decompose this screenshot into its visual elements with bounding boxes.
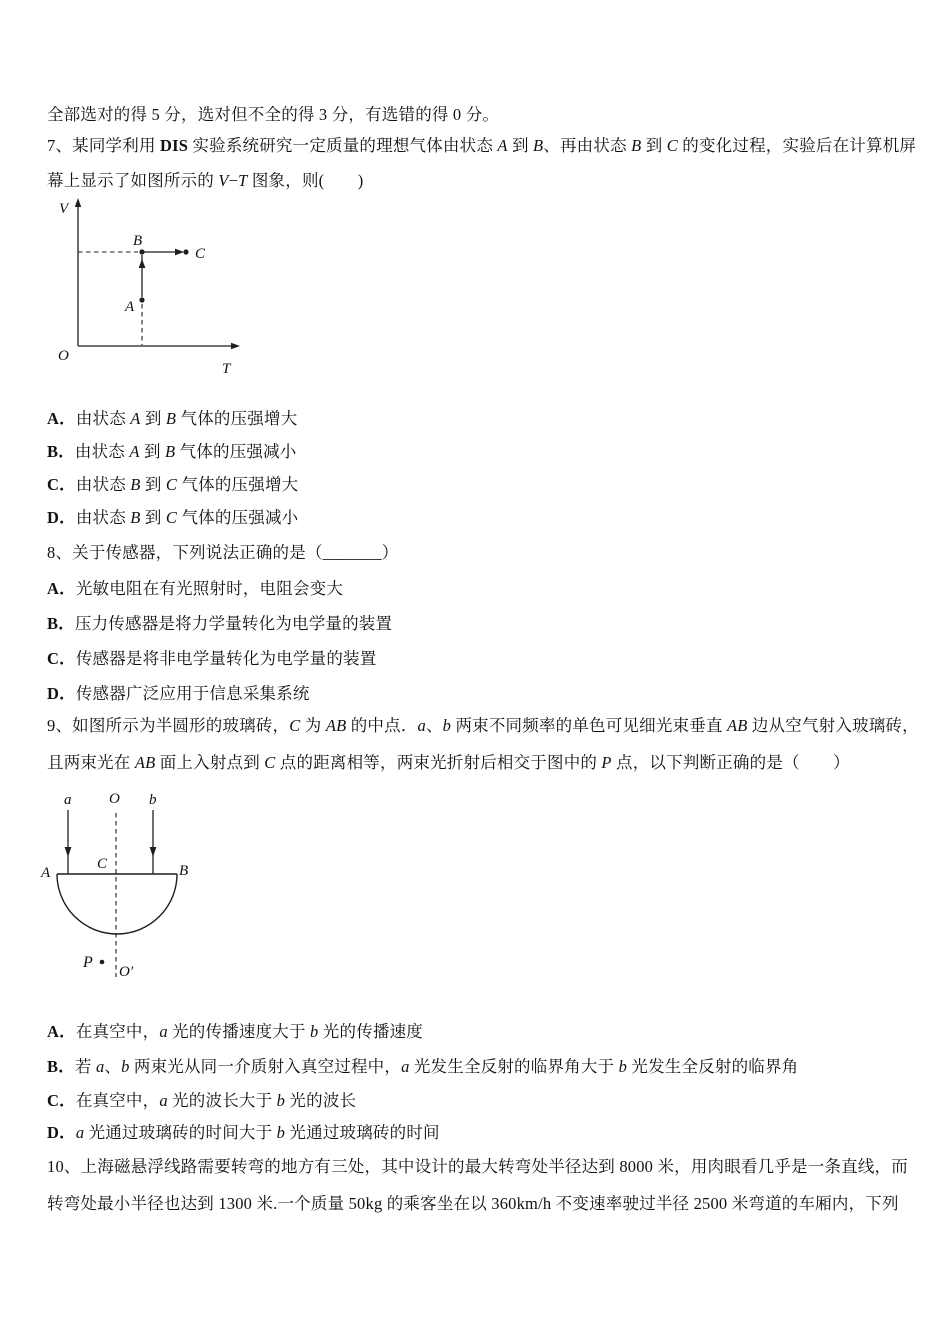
point-p-dot <box>100 960 105 965</box>
ray-b-arrowhead <box>150 847 157 857</box>
question-7-text-line-2: 幕上显示了如图所示的 V−T 图象，则( ) <box>47 171 364 190</box>
state-point-a <box>139 297 144 302</box>
point-c-label: C <box>195 246 206 262</box>
question-7-option-a: A．由状态 A 到 B 气体的压强增大 <box>47 409 298 428</box>
question-7-text-line-1: 7、某同学利用 DIS 实验系统研究一定质量的理想气体由状态 A 到 B、再由状态 B 到 C 的变化过程，实验后在计算机屏 <box>47 136 917 155</box>
o-label: O <box>109 791 120 807</box>
question-7-option-c: C．由状态 B 到 C 气体的压强增大 <box>47 475 299 494</box>
question-9-text-line-2: 且两束光在 AB 面上入射点到 C 点的距离相等，两束光折射后相交于图中的 P 点，以下判断正确的是（ ） <box>47 753 850 772</box>
vt-graph-figure <box>55 196 255 386</box>
question-8-option-a: A．光敏电阻在有光照射时，电阻会变大 <box>47 579 344 598</box>
point-b-label: B <box>179 863 189 879</box>
question-10-text-line-1: 10、上海磁悬浮线路需要转弯的地方有三处，其中设计的最大转弯处半径达到 8000 米，用肉眼看几乎是一条直线，而 <box>47 1157 908 1176</box>
v-axis-label: V <box>59 201 69 217</box>
state-point-b <box>139 249 144 254</box>
b-to-c-arrowhead <box>175 249 184 256</box>
point-b-label: B <box>133 233 143 249</box>
semicircular-face <box>57 874 177 934</box>
v-axis-arrowhead <box>75 198 81 207</box>
question-7-option-b: B．由状态 A 到 B 气体的压强减小 <box>47 442 297 461</box>
question-9-option-b: B．若 a、b 两束光从同一介质射入真空过程中，a 光发生全反射的临界角大于 b 光发生全反射的临界角 <box>47 1057 799 1076</box>
question-9-option-d: D．a 光通过玻璃砖的时间大于 b 光通过玻璃砖的时间 <box>47 1123 440 1142</box>
a-to-b-arrowhead <box>139 259 146 268</box>
state-point-c <box>183 249 188 254</box>
glass-brick-figure <box>35 786 270 991</box>
question-9-text-line-1: 9、如图所示为半圆形的玻璃砖，C 为 AB 的中点．a、b 两束不同频率的单色可见细光束垂直 AB 边从空气射入玻璃砖， <box>47 716 919 735</box>
question-8-option-d: D．传感器广泛应用于信息采集系统 <box>47 684 310 703</box>
question-9-option-a: A．在真空中，a 光的传播速度大于 b 光的传播速度 <box>47 1022 424 1041</box>
t-axis-arrowhead <box>231 343 240 349</box>
ray-a-arrowhead <box>65 847 72 857</box>
point-p-label: P <box>83 954 93 971</box>
point-c-label: C <box>97 856 108 872</box>
ray-b-label: b <box>149 792 157 808</box>
origin-label: O <box>58 348 69 364</box>
question-7-option-d: D．由状态 B 到 C 气体的压强减小 <box>47 508 299 527</box>
o-prime-label: O′ <box>119 964 134 980</box>
question-9-option-c: C．在真空中，a 光的波长大于 b 光的波长 <box>47 1091 357 1110</box>
point-a-label: A <box>41 865 51 881</box>
question-10-text-line-2: 转弯处最小半径也达到 1300 米.一个质量 50kg 的乘客坐在以 360km/h 不变速率驶过半径 2500 米弯道的车厢内，下列 <box>47 1194 899 1213</box>
scoring-note: 全部选对的得 5 分，选对但不全的得 3 分，有选错的得 0 分。 <box>47 105 500 124</box>
question-8-text: 8、关于传感器，下列说法正确的是（_______） <box>47 543 399 562</box>
question-8-option-c: C．传感器是将非电学量转化为电学量的装置 <box>47 649 377 668</box>
ray-a-label: a <box>64 792 72 808</box>
t-axis-label: T <box>222 361 231 377</box>
question-8-option-b: B．压力传感器是将力学量转化为电学量的装置 <box>47 614 393 633</box>
point-a-label: A <box>125 299 135 315</box>
